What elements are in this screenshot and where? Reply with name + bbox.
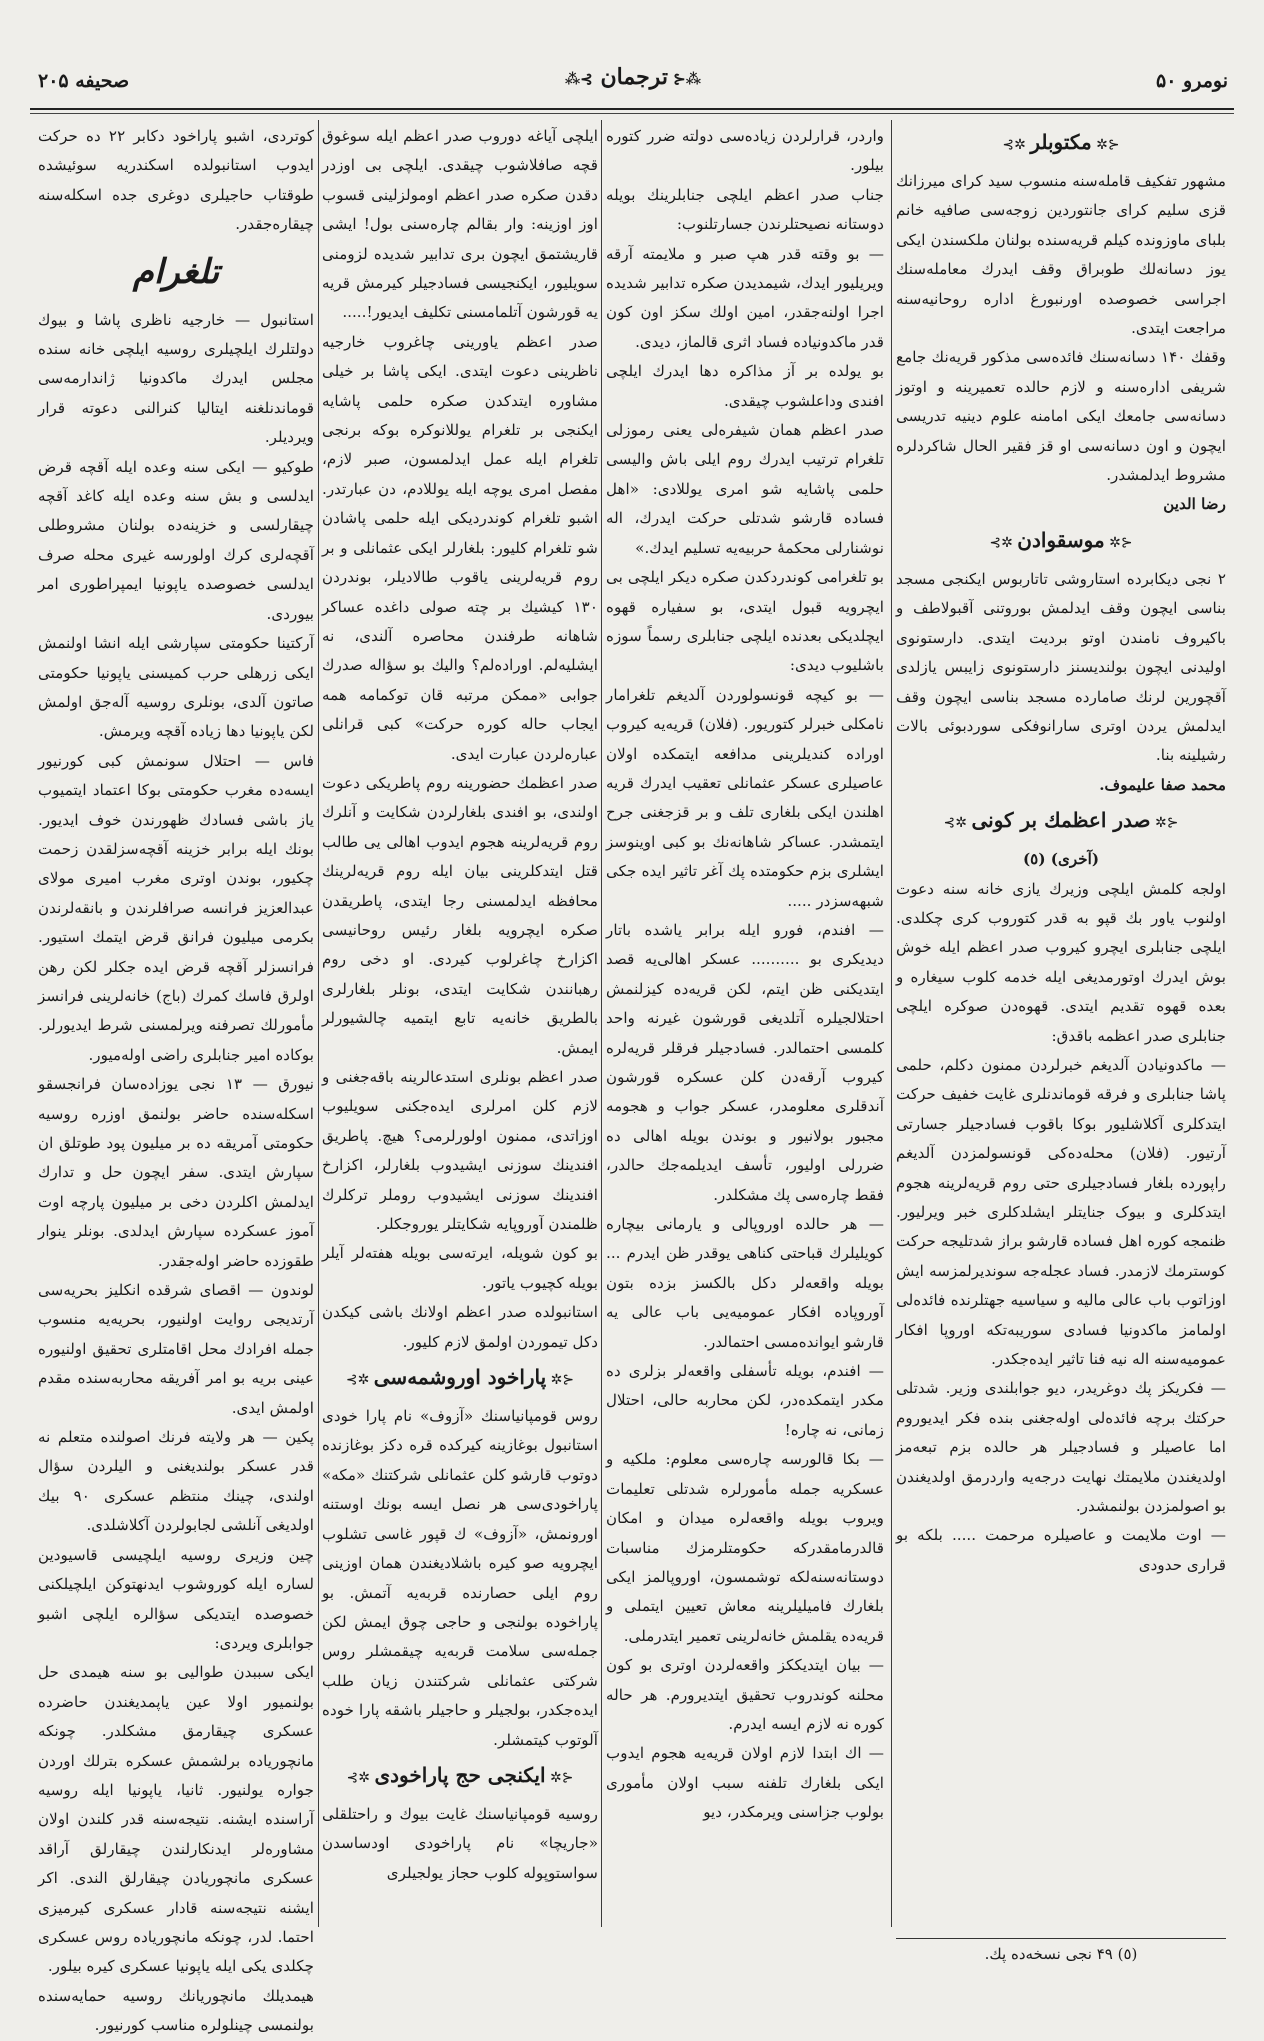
column-divider	[601, 120, 602, 1927]
article-paragraph: وقفك ۱۴۰ دسانه‌سنك فائده‌سی مذکور قریه‌نك جامع شریفی اداره‌سنه و لازم حالده تعمیرینه و اوتوز دسانه‌سی جامعك ایکی امامنه علوم دینیه تدریسی ایچون و اون دسانه‌سی او قز فقیر الحال شاکردلره مشروط ایدلمشدر.	[896, 348, 1226, 485]
footnote: (٥) ۴۹ نجی نسخه‌ده پك.	[896, 1938, 1226, 1963]
article-paragraph: لوندون — اقصای شرقده انکلیز بحریه‌سی آرتدیجی روایت اولنیور، بحریه‌یه منسوب جمله افرادك محل اقامتلری تحقیق اولنیوره عینی بریه بو امر آفریقه محاربه‌سنده مقدم اولمش ایدی.	[38, 1281, 314, 1417]
issue-number: نومرو ۵۰	[1156, 70, 1228, 92]
column-divider	[891, 120, 892, 1927]
ornament-icon: ⊰✲	[546, 1372, 575, 1389]
article-paragraph: جناب صدر اعظم ایلچی جنابلرینك بویله دوستانه نصیحتلرندن جسارتلنوب:	[606, 185, 884, 234]
article-paragraph: روس قومپانیاسنك «آزوف» نام پارا خودی استانبول بوغازینه کیرکده قره دکز بوغازنده دوتوب قارشو کلن عثمانلی شرکتنك «مکه» پاراخودی‌سی هر نصل ایسه بونك اوستنه اورونمش، «آزوف» ك قپور غاسی تشلوب ایچرویه صو کیره باشلادیغندن همان اوزینی روم ایلی حصارنده قربه‌یه آتمش. بو پاراخوده بولنجی و حاجی چوق ایمش لکن جمله‌سی سلامت قربه‌یه چیقمشلر روس شرکتی عثمانلی شرکتندن زیان طلب ایده‌جکدر، بولجیلر و حاجیلر باشقه پارا خوده آلوتوب کیتمشلر.	[322, 1407, 598, 1749]
header-rule-thin	[30, 113, 1234, 114]
article-paragraph: صدر اعظم همان شیفره‌لی یعنی رموزلی تلغرام ترتیب ایدرك روم ایلی باش والیسی حلمی پاشایه شو امری یوللادی: «اهل فساده قارشو شدتلی حرکت ایدرك، اله نوشنارلی محکمهٔ حربیه‌یه تسلیم ایدك.»	[606, 421, 884, 557]
article-paragraph: اولجه کلمش ایلچی وزیرك یازی خانه سنه دعوت اولنوب یاور بك قپو به قدر کتوروب کری چکلدی. ایلچی جنابلری ایچرو کیروب صدر اعظم ایله خوش بوش ایدرك اوتورمدیغی ایله خدمه کلوب سیغاره و بعده قهوه تقدیم ایتدی. قهوه‌دن صوکره ایلچی جنابلری صدر اعظمه باقدق:	[896, 879, 1226, 1045]
article-paragraph: — بو کیچه قونسولوردن آلدیغم تلغرامار نامکلی خبرلر کتوریور. (فلان) قریه‌یه کیروب اوراده کندیلرینی مدافعه ایتمکده اولان عاصیلری عسکر عثمانلی تعقیب ایدرك قریه اهلندن ایکی بلغاری تلف و بر قزجغنی جرح ایتمشدر. عساکر شاهانه‌نك بو کبی اوینوسز ایشلری بزم حکومتده پك آغر تاثیر ایده جکی شبهه‌سزدر .....	[606, 685, 884, 910]
column-2	[606, 122, 884, 1927]
article-paragraph: — بو وقته قدر هپ صبر و ملایمته آرقه ویریلیور ایدك، شیمدیدن صکره تدابیر شدیده اجرا اولنه‌جقدر، امین اولك سکز اون کون قدر ماکدونیاده فساد اثری قالماز، دیدی.	[606, 244, 884, 351]
signature: رضا الدین	[1163, 495, 1226, 514]
article-paragraph: کوتردی، اشبو پاراخود دکابر ۲۲ ده حرکت ایدوب استانبولده اسکندریه سوئیشده طوقتاب حاجیلری دوغری جده اسکله‌سنه چیقاره‌جقدر.	[38, 127, 314, 234]
article-paragraph: استانبولده صدر اعظم اولانك باشی کیکدن دکل تیموردن اولمق لازم کلیور.	[322, 1303, 598, 1351]
article-paragraph: پکین — هر ولایته فرنك اصولنده متعلم نه قدر عسکر بولندیغنی و الیلردن سؤال اولندی، چینك منتظم عسکری ۹۰ بیك اولدیغی آنلشی لجابولردن آکلاشلدی.	[38, 1428, 315, 1535]
article-paragraph: ایکی سببدن طوالیی بو سنه هیمدی حل بولنمیور اولا عین یاپمدیغندن حاضرده عسکری چیقارمق مشکلدر. چونکه مانچوریاده برلشمش عسکره بترلك اوردن جواره یولنیور. ثانیا، یاپونیا ایله روسیه آراسنده ایشنه. نتیجه‌سنه قدر کلندن اولان مشاوره‌لر ایدنکارلندن چیقارلق آراقد عسکری مانچوریادن چیقارلق الندی. اکر ایشنه نتیجه‌سنه قادار عسکری کیرمیزی احتما. لدر، چونکه مانچوریاده روس عسکری چکلدی یکی ایله یاپونیا عسکری کیره بیلور.	[38, 1663, 314, 1976]
article-paragraph: — بیان ایتدیککز واقعه‌لردن اوتری بو کون محلنه کوندروب تحقیق ایتدیرورم. هر حاله کوره نه لازم ایسه ایدرم.	[606, 1656, 884, 1733]
article-paragraph: فاس — احتلال سونمش کبی کورنیور ایسه‌ده مغرب حکومتی بوکا اعتماد ایتمیوب یاز باشی فسادك ظهورندن خوف ایدیور. بونك ایله برابر خزینه آقچه‌سزلقدن زحمت چکیور، بوندن اوتری مغرب امیری مولای عبدالعزیز فرانسه صرافلرندن و بانقه‌لرندن بکرمی میلیون فرانق قرض ایتمك استیور. فرانسزلر آقچه قرض ایده جکلر لکن رهن اولرق فاسك کمرك (باج) خانه‌لرینی فرانسز مأمورلك تصرفنه ویرلمسنی شرط ایدیورلر. بوکاده امیر جنابلری راضی اوله‌میور.	[38, 751, 314, 1064]
section-heading-vizier: ⊰✲ صدر اعظمك بر کونی ✲⊱	[943, 808, 1179, 833]
page-number: صحیفه ۲۰۵	[38, 70, 130, 92]
article-paragraph: طوکیو — ایکی سنه وعده ایله آقچه قرض ایدلسی و بش سنه وعده ایله کاغد آقچه چیقارلسی و خزینه‌ده بولنان مشروطلی آقچه‌لری کرك اولورسه غیری محله صرف ایدلسی خصوصده یاپونیا ایمپراطوری امر بیوردی.	[38, 457, 314, 623]
article-paragraph: بو تلغرامی کوندردکدن صکره دیکر ایلچی بی ایچرویه قبول ایتدی، بو سفیاره قهوه ایچلدیکی بعدنده ایلچی جنابلری رسماً سوزه باشلیوب دیدی:	[606, 568, 884, 675]
signature: محمد صفا علیموف.	[1099, 775, 1226, 794]
header-rule	[30, 108, 1234, 110]
section-heading-hajj: ⊰✲ ایکنجی حج پاراخودی ✲⊱	[346, 1762, 574, 1787]
ornament-icon: ✲⊱	[989, 534, 1018, 551]
article-paragraph: نیورق — ۱۳ نجی یوزاده‌سان فرانجسقو اسکله‌سنده حاضر بولنمق اوزره روسیه حکومتی آمریقه ده بر میلیون پود طوتلق ان سپارش ایتدی. سفر ایچون حل و تدارك ایدلمش اکلردن دخی بر میلیون پارچه اوت آموز عسکرده سپارش ایدلدی. بونلر ینوار طقوزده حاضر اوله‌جقدر.	[38, 1075, 314, 1270]
article-paragraph: — افندم، بویله تأسفلی واقعه‌لر بزلری ده مکدر ایتمکده‌در، لکن محاربه حالی، احتلال زمانی، نه چاره!	[606, 1362, 884, 1439]
article-paragraph: ایلچی آیاغه دوروب صدر اعظم ایله سوغوق قچه صافلاشوب چیقدی. ایلچی بی اوزدر دقدن صکره صدر اعظم اومولزلینی قسوب اوز اوزینه: وار بقالم چاره‌سنی بول! ایشی قاریشتمق ایچون بری تدابیر شدیده لزومنی سویلیور، ایکنجیسی فسادجیلر کیرمش قریه یه قورشون آتلمامسنی تکلیف ایدیور!.....	[322, 127, 598, 322]
ornament-icon: ✲⊱	[943, 815, 972, 832]
column-4	[38, 122, 315, 2035]
section-heading-telegram: تلغرام	[132, 251, 220, 292]
article-paragraph: — افندم، فورو ایله برابر یاشده باتار دیدیکری بو .......... عسکر اهالی‌یه قصد ایتدیکنی ظن ایتم، لکن قریه‌ده کیزلنمش احتلالجیلره آتلدیغی قورشون غیرنه واحد کلمسی احتمالدر. فسادجیلر فرقلر قریه‌لره کیروب آرقه‌دن کلن عسکره قورشون آندقلری معلومدر، عسکر جواب و هجومه مجبور بولانیور و بوندن بویله اهالی ده ضررلی اولیور، تأسف ایدیلمه‌جك حالدر، فقط چاره‌سی پك مشکلدر.	[606, 920, 884, 1204]
article-paragraph: بو یولده بر آز مذاکره دها ایدرك ایلچی افندی وداعلشوب چیقدی.	[606, 362, 884, 410]
masthead	[38, 64, 1228, 90]
page-header	[38, 60, 1228, 106]
ornament-icon: ⊰✲	[1104, 534, 1133, 551]
article-paragraph: — فکریکز پك دوغریدر، دیو جوابلندی وزیر. شدتلی حرکتك برچه فائده‌لی اوله‌جغنی بنده فکر ایدیوروم اما عاصیلر و فسادجیلر هر حالده بزم تبعه‌مز اولدیغندن ملایمتك نهایت درجه‌یه واردرمق اولدیغندن بو اصولمزدن بولنمشدر.	[896, 1379, 1226, 1516]
section-heading-letters: ⊰✲ مکتوبلر ✲⊱	[1002, 130, 1120, 154]
section-heading-steamer: ⊰✲ پاراخود اوروشمه‌سی ✲⊱	[345, 1365, 575, 1390]
section-heading-moscow: ⊰✲ موسقوادن ✲⊱	[989, 527, 1133, 552]
article-paragraph: روسیه قومپانیاسنك غایت بیوك و راحتلقلی «جاریچا» نام پاراخودی اودساسدن سواستوپوله کلوب حجاز یولجیلری	[322, 1804, 598, 1882]
article-paragraph: صدر اعظم بونلری استدعالرینه باقه‌جغنی و لازم کلن امرلری ایده‌جکنی سویلیوب اوزاتدی، ممنون اولورلرمی؟ هیچ. پاطریق افندینك سوزنی ایشیدوب بلغارلر، اکزارخ افندینك سوزنی ایشیدوب روملر ترکلرك ظلمندن آوروپایه شکایتلر یوروجکلر.	[322, 1068, 598, 1234]
article-paragraph: — اك ابتدا لازم اولان قریه‌یه هجوم ایدوب ایکی بلغارك تلفنه سبب اولان مأموری بولوب جزاسنی ویرمکدر، دیو	[606, 1744, 884, 1822]
article-paragraph: — اوت ملایمت و عاصیلره مرحمت ..... بلکه بو قراری حدودی	[896, 1526, 1226, 1574]
ornament-icon: ⊱⁂	[564, 70, 593, 88]
ornament-icon: ⁂⊰	[667, 70, 702, 88]
ornament-icon: ✲⊱	[345, 1372, 374, 1389]
ornament-icon: ✲⊱	[346, 1769, 375, 1786]
column-3	[322, 122, 598, 1927]
column-divider	[318, 120, 319, 1927]
article-paragraph: صدر اعظمك حضورینه روم پاطریکی دعوت اولندی، بو افندی بلغارلردن شکایت و آنلرك روم قریه‌لرینه هجوم ایدوب اهالی یی طالب قتل ایتدکلرینی بیان ایله روم قریه‌لرینك محافظه ایدلمسنی رجا ایتدی، پاطریقدن صکره ایچرویه بلغار رئیس روحانیسی اکزارخ چاغرلوب کیردی. او دخی روم رهبانندن شکایت ایتدی، بونلر بلغارلری بالطریق خانه‌یه تابع ایتمیه چالشیورلر ایمش.	[322, 773, 598, 1057]
article-paragraph: — بکا قالورسه چاره‌سی معلوم: ملکیه و عسکریه جمله مأمورلره شدتلی تعلیمات ویروب بویله واقعه‌لره میدان و امکان قالدرمامقدرکه حکومتلرمزك مناسبات دوستانه‌سنه‌لکه توشمسون، اوروپالمز ایکی بلغارك فامیلیلرینه معاش تعیین ایتملی و قریه‌ده یقلمش خانه‌لرینی تعمیر ایتدرملی.	[606, 1450, 884, 1645]
article-subheading: (آخری) (٥)	[1022, 850, 1100, 869]
ornament-icon: ⊰✲	[1091, 137, 1120, 153]
article-paragraph: — ماکدونیادن آلدیغم خبرلردن ممنون دکلم، حلمی پاشا جنابلری و فرقه قوماندنلری غایت خفیف حرکت ایتدکلری آکلاشلیور بوکا باقوب فسادجیلر جسارتی آرتیور. (فلان) محله‌ده‌کی قونسولمزدن آلدیغم راپورده بلغار فسادجیلری حتی روم قریه‌لرینه هجوم ایتدکلری و بیوک جنایتلر ایشلدکلری خبر ویرلیور. ظنمجه کوره اهل فساده قارشو براز شدتلیجه حرکت کوسترمك لازمدر. فساد عجله‌جه سوندیرلمزسه ایش اوزاتوب باب عالی ماليه و سیاسیه جهتلرنده فائده‌لی اولمامز ماکدونیا فسادی سوریبه‌تکه اوروپا افکار عمومیه‌سنه اله نیه فنا تاثیر ایده‌جکدر.	[896, 1055, 1226, 1369]
article-paragraph: استانبول — خارجیه ناظری پاشا و بیوك دولتلرك ایلچیلری روسیه ایلچی خانه سنده مجلس ایدرك ماکدونیا ژاندارمه‌سی قوماندنلغنه ایتالیا کنرالنی دعوته قرار ویردیلر.	[38, 310, 314, 447]
article-paragraph: — هر حالده اوروپالی و یارمانی بیچاره کویلیلرك قباحتی کناهی یوقدر ظن ایدرم ... بویله واقعه‌لر دکل بالکسز بزده بتون آوروپاده افکار عمومیه‌یی باب عالی یه قارشو ایوانده‌مسی احتمالدر.	[606, 1215, 884, 1351]
ornament-icon: ✲⊱	[1002, 137, 1031, 153]
article-paragraph: صدر اعظم یاورینی چاغروب خارجیه ناظرینی دعوت ایتدی. ایکی پاشا بر خیلی مشاوره ایتدکدن صکره حلمی پاشایه ایکنجی بر تلغرام یوللانوکره بوکه برنجی تلغرام ایله عمل ایدلمسون، صبر لازم، مفصل امری یوچه ایله یوللادم، دن عبارتدر. اشبو تلغرام کوندردیکی ایله حلمی پاشادن شو تلغرام کلیور: بلغارلر ایکی عثمانلی و بر روم قریه‌لرینی یاقوب طالادیلر، بوندردن ۱۳۰ کیشیك بر چته صولی داغده عساکر شاهانه طرفندن محاصره آلندی، نه ایشلیه‌لم. اوراده‌لم؟ والیك بو سؤاله صدرك جوابی «ممکن مرتبه قان توکمامه همه ایجاب حاله کوره حرکت» کبی قرانلی عباره‌لردن عبارت ایدی.	[322, 332, 598, 763]
article-paragraph: هیمدیلك مانچوریانك روسیه حمایه‌سنده بولنمسی چینلولره مناسب کورنیور.	[38, 1986, 314, 2035]
article-paragraph: مشهور تفکیف قامله‌سنه منسوب سید کرای میرزانك قزی سلیم کرای جانتوردین زوجه‌سی صافیه خانم بلبای ماوزونده کیلم قریه‌سنده بولنان ملکسندن ایکی یوز دسانه‌لك طوبراق وقف ایدرك معامله‌سنك اجراسی خصوصده اورنبورغ اداره روحانیه‌سنه مراجعت ایتدی.	[896, 172, 1226, 338]
ornament-icon: ⊰✲	[1150, 815, 1179, 832]
article-paragraph: بو کون شویله، ایرته‌سی بویله هفته‌لر آیلر بویله کچیوب یاتور.	[322, 1244, 598, 1292]
column-1	[896, 122, 1226, 1927]
article-paragraph: چین وزیری روسیه ایلچیسی قاسیودین لساره ایله کوروشوب ایدنهتوکن ایلچیلکنی خصوصده ایتدیکی سؤالره ایلچی اشبو جوابلری ویردی:	[38, 1545, 314, 1652]
article-paragraph: واردر، قرارلردن زیاده‌سی دولته ضرر کتوره بیلور.	[606, 127, 884, 175]
ornament-icon: ⊰✲	[545, 1769, 574, 1786]
article-paragraph: آرکتینا حکومتی سپارشی ایله انشا اولنمش ایکی زرهلی حرب کمیسنی یاپونیا حکومتی صاتون آلدی، بونلری روسیه آله‌جق اولمش لکن یاپونیا دها زیاده آقچه ویرمش.	[38, 634, 314, 741]
article-paragraph: ۲ نجی دیکابرده استاروشی تاتاربوس ایکنجی مسجد بناسی ایچون وقف ایدلمش بوروتنی آقبولاطف و باکیروف نامندن اوتو بردیت ایتدی. دارستونوی اولیدنی ایچون بولندیسنز دارستونوی زایبس یازلدی آقچورین لرنك صامارده مسجد بناسی ایچون وقف ایدلمش یردن اوتری سارانوفکی سوردبوئی بالات رشیلینه بنا.	[896, 569, 1226, 765]
masthead-title: ترجمان	[600, 64, 668, 90]
